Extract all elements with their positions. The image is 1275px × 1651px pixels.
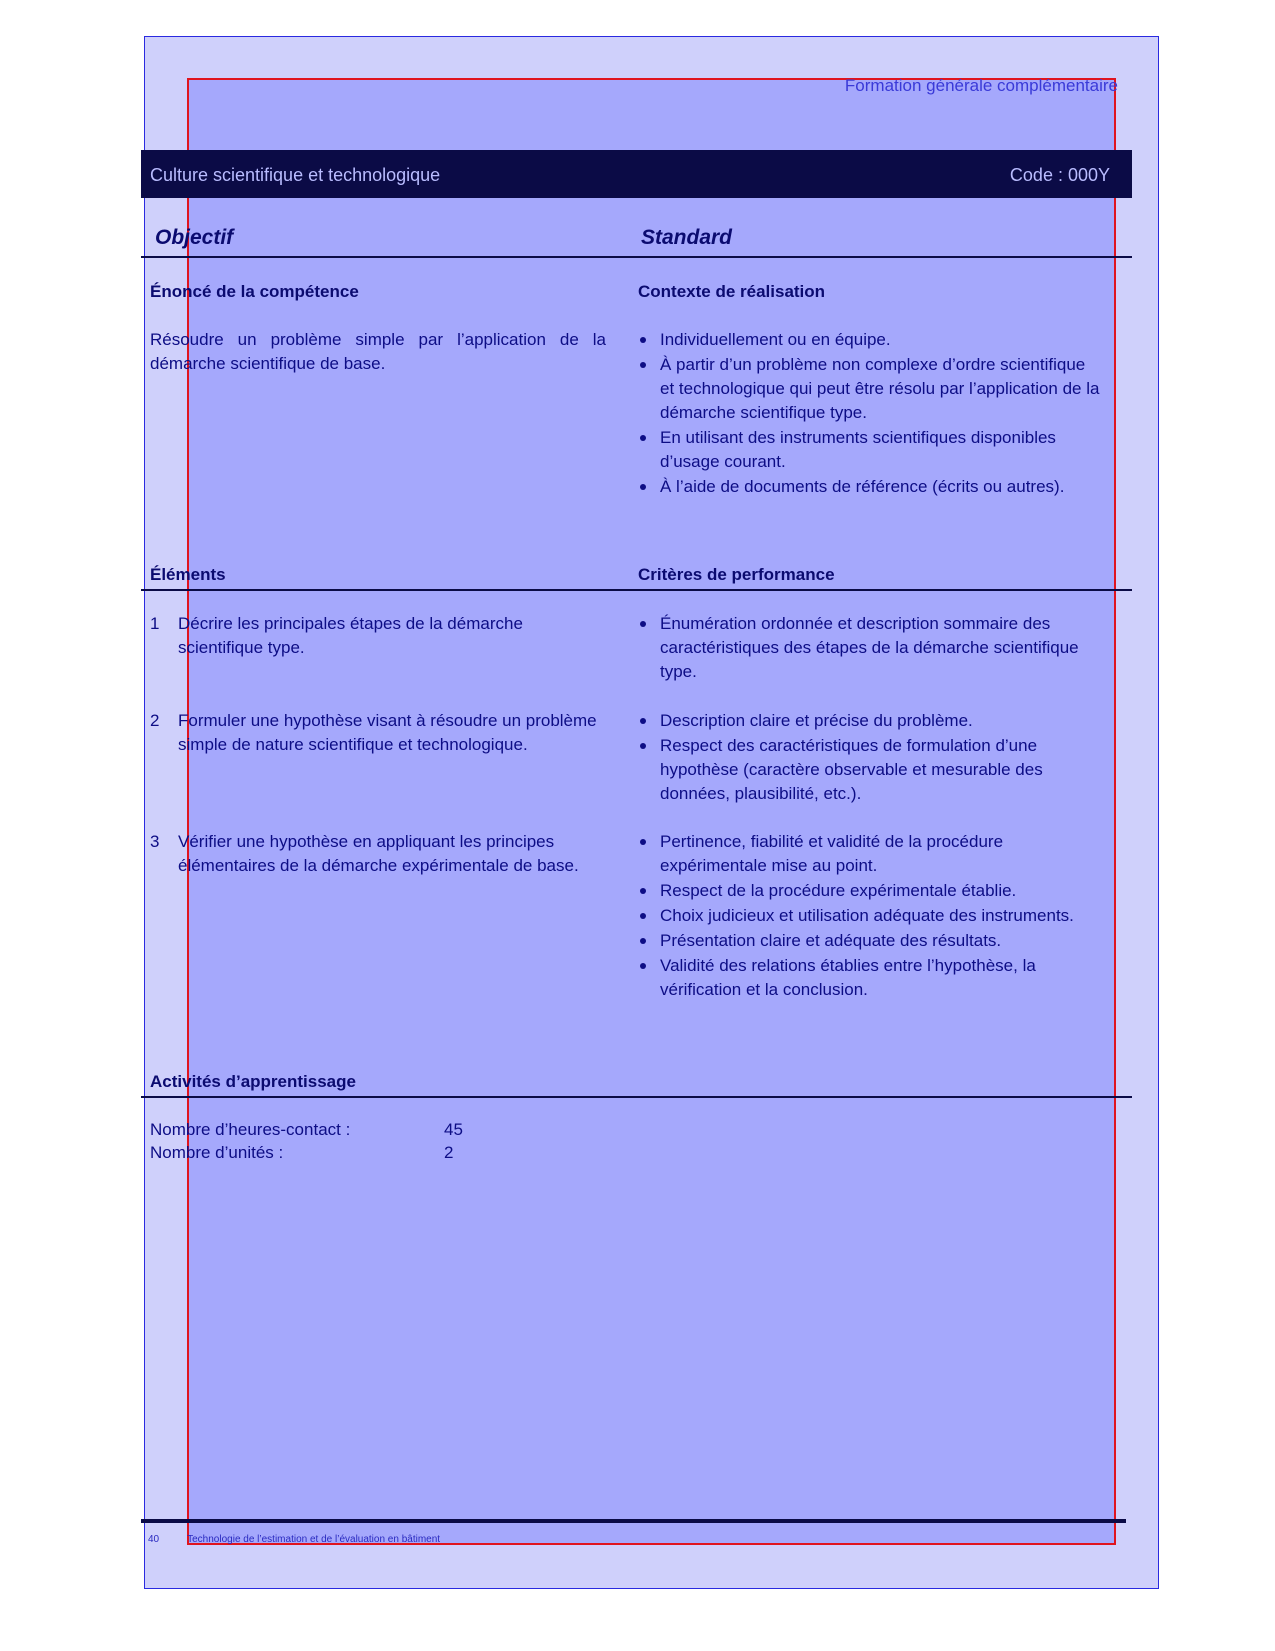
element-number: 1	[150, 614, 160, 633]
element-item-2	[150, 709, 600, 757]
element-item-3	[150, 830, 600, 878]
list-item: Respect des caractéristiques de formulation d’une hypothèse (caractère observable et mesurable des données, plausibilité, etc.).	[638, 734, 1104, 806]
divider	[141, 256, 1132, 258]
heures-value: 45	[444, 1120, 463, 1139]
list-item: Pertinence, fiabilité et validité de la procédure expérimentale mise au point.	[638, 830, 1104, 878]
element-number: 2	[150, 711, 160, 730]
list-item: Énumération ordonnée et description sommaire des caractéristiques des étapes de la démarche scientifique type.	[638, 612, 1104, 684]
list-item: Description claire et précise du problème.	[638, 709, 1104, 733]
heures-label: Nombre d’heures-contact :	[150, 1120, 351, 1139]
footer-text: Technologie de l’estimation et de l’évaluation en bâtiment	[187, 1534, 441, 1545]
course-title: Culture scientifique et technologique	[150, 165, 441, 185]
element-text: Décrire les principales étapes de la démarche scientifique type.	[178, 614, 523, 657]
activites-heading: Activités d’apprentissage	[150, 1072, 356, 1091]
footer-divider	[141, 1519, 1126, 1523]
unites-value: 2	[444, 1143, 454, 1162]
criteres-heading: Critères de performance	[638, 565, 835, 584]
divider	[141, 589, 1132, 591]
list-item: Respect de la procédure expérimentale établie.	[638, 879, 1104, 903]
list-item: À partir d’un problème non complexe d’ordre scientifique et technologique qui peut être résolu par l’application de la démarche scientifique type.	[638, 353, 1104, 425]
competence-heading: Énoncé de la compétence	[150, 282, 359, 301]
element-text: Formuler une hypothèse visant à résoudre un problème simple de nature scientifique et technologique.	[178, 711, 597, 754]
list-item: Individuellement ou en équipe.	[638, 328, 1104, 352]
list-item: Choix judicieux et utilisation adéquate des instruments.	[638, 904, 1104, 928]
elements-heading: Éléments	[150, 565, 226, 584]
criteres-list-2	[638, 709, 1104, 807]
element-item-1	[150, 612, 600, 660]
section-objectif: Objectif	[155, 226, 234, 249]
list-item: Validité des relations établies entre l’hypothèse, la vérification et la conclusion.	[638, 954, 1104, 1002]
document-category: Formation générale complémentaire	[844, 76, 1118, 95]
criteres-list-3	[638, 830, 1104, 1003]
contexte-heading: Contexte de réalisation	[638, 282, 826, 301]
element-text: Vérifier une hypothèse en appliquant les principes élémentaires de la démarche expérimentale de base.	[178, 832, 579, 875]
competence-text: Résoudre un problème simple par l’application de la démarche scientifique de base.	[150, 330, 606, 373]
criteres-list-1	[638, 612, 1104, 685]
course-code: Code : 000Y	[1009, 165, 1110, 185]
unites-label: Nombre d’unités :	[150, 1143, 284, 1162]
divider	[141, 1096, 1132, 1098]
section-standard: Standard	[641, 226, 733, 249]
contexte-list	[638, 328, 1104, 500]
page-number: 40	[148, 1534, 160, 1545]
element-number: 3	[150, 832, 160, 851]
list-item: Présentation claire et adéquate des résultats.	[638, 929, 1104, 953]
list-item: En utilisant des instruments scientifiques disponibles d’usage courant.	[638, 426, 1104, 474]
list-item: À l’aide de documents de référence (écrits ou autres).	[638, 475, 1104, 499]
page-footer	[148, 1534, 440, 1545]
